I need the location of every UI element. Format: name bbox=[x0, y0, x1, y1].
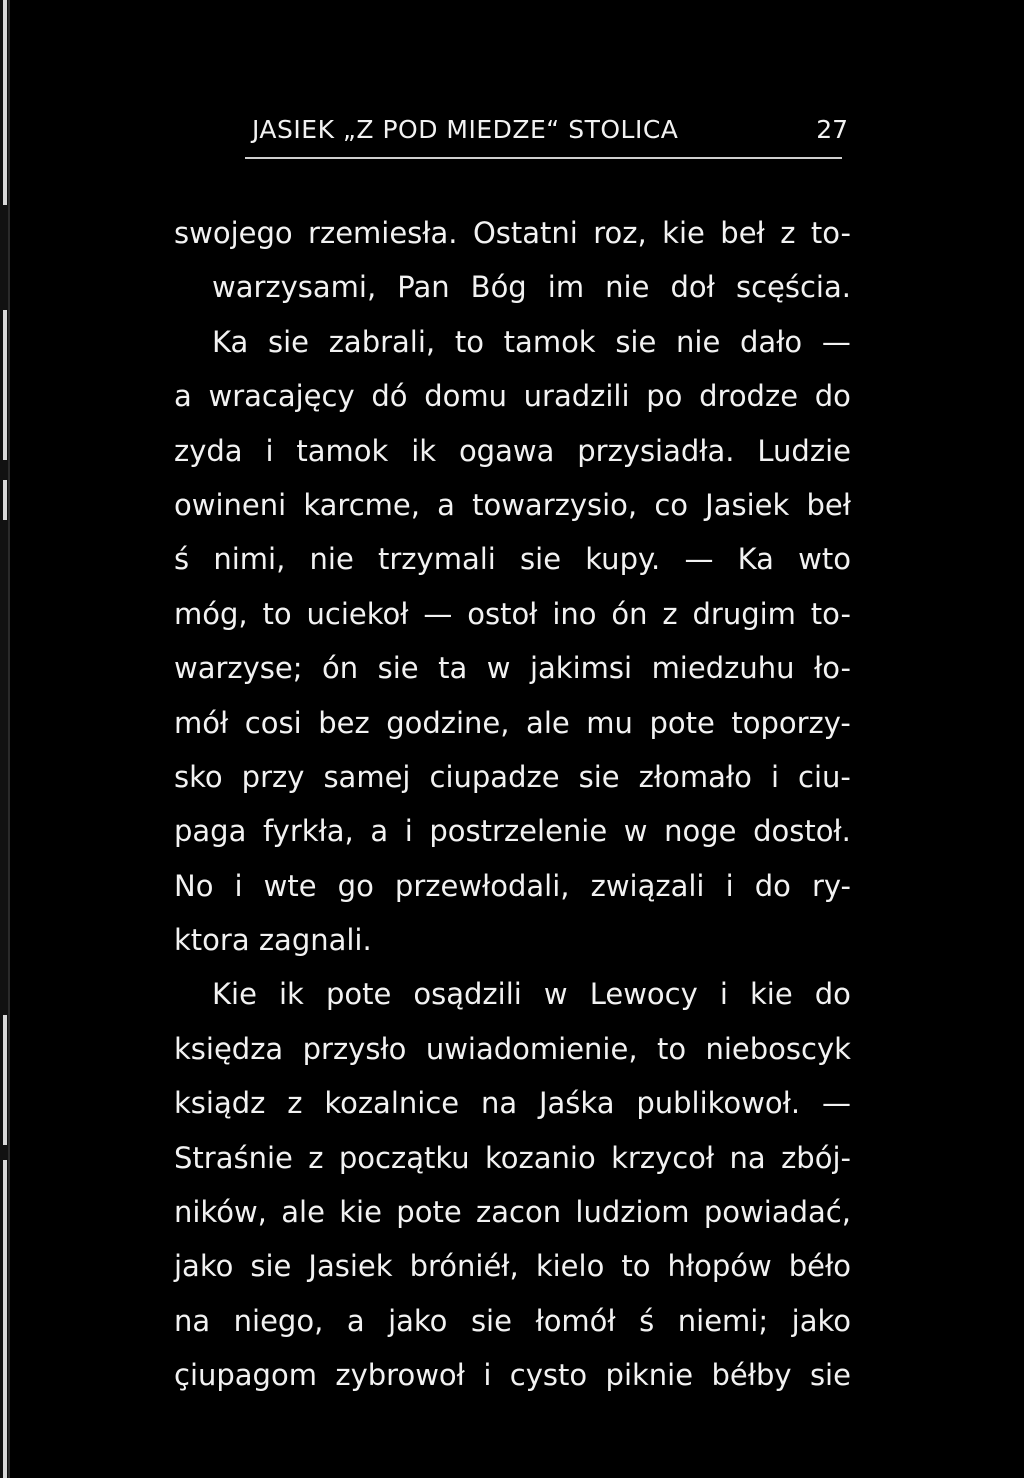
text-line: ś nimi, nie trzymali sie kupy. — Ka wto bbox=[174, 542, 851, 577]
text-line: ktora zagnali. bbox=[174, 923, 372, 958]
text-line: ksiądz z kozalnice na Jaśka publikowoł. — bbox=[174, 1086, 851, 1121]
text-line: warzyse; ón sie ta w jakimsi miedzuhu ło- bbox=[174, 651, 851, 686]
text-line: Straśnie z początku kozanio krzycoł na zbój- bbox=[174, 1140, 851, 1175]
text-line: swojego rzemiesła. Ostatni roz, kie beł z to- bbox=[174, 216, 851, 250]
text-line: księdza przysło uwiadomienie, to nieboscyk bbox=[174, 1031, 851, 1066]
text-line: na niego, a jako sie łomół ś niemi; jako bbox=[174, 1303, 851, 1338]
text-line: Kie ik pote osądzili w Lewocy i kie do bbox=[212, 977, 851, 1012]
text-line: jako sie Jasiek bróniéł, kielo to hłopów béło bbox=[174, 1249, 851, 1284]
text-line: Ka sie zabrali, to tamok sie nie dało — bbox=[212, 324, 851, 359]
edge-mark bbox=[3, 0, 7, 205]
page-number: 27 bbox=[816, 115, 848, 144]
page-edge bbox=[0, 0, 10, 1478]
text-line: No i wte go przewłodali, związali i do ry- bbox=[174, 868, 851, 903]
running-title: JASIEK „Z POD MIEDZE“ STOLICA bbox=[252, 115, 679, 144]
text-line: a wracajęcy dó domu uradzili po drodze do bbox=[174, 379, 851, 414]
text-line: mół cosi bez godzine, ale mu pote toporzy- bbox=[174, 705, 851, 740]
text-line: ników, ale kie pote zacon ludziom powiadać, bbox=[174, 1195, 851, 1230]
header-rule bbox=[245, 157, 842, 159]
edge-mark bbox=[3, 1015, 7, 1145]
edge-mark bbox=[3, 310, 7, 460]
text-line: owineni karcme, a towarzysio, co Jasiek beł bbox=[174, 487, 851, 522]
running-header bbox=[252, 115, 848, 155]
text-line: paga fyrkła, a i postrzelenie w noge dostoł. bbox=[174, 814, 851, 849]
text-line: sko przy samej ciupadze sie złomało i ciu- bbox=[174, 759, 851, 794]
text-line: zyda i tamok ik ogawa przysiadła. Ludzie bbox=[174, 433, 851, 468]
text-line: warzysami, Pan Bóg im nie doł scęścia. bbox=[212, 270, 851, 305]
text-line: móg, to uciekoł — ostoł ino ón z drugim to- bbox=[174, 596, 851, 631]
edge-mark bbox=[3, 480, 7, 520]
text-line: çiupagom zybrowoł i cysto piknie béłby sie bbox=[174, 1358, 851, 1393]
edge-mark bbox=[3, 1160, 7, 1478]
body-text bbox=[174, 206, 851, 1403]
